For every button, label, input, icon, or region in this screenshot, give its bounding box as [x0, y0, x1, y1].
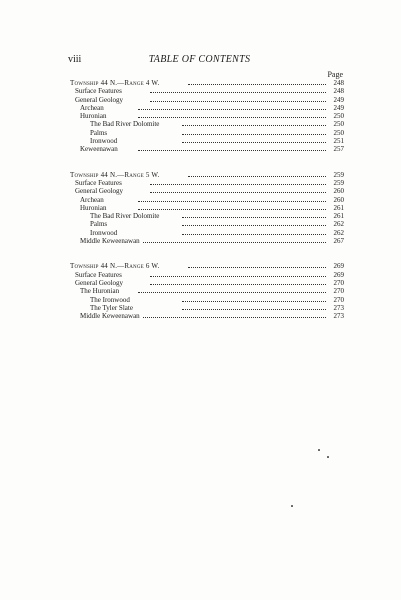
dot-leader [138, 292, 326, 293]
toc-entry [70, 278, 344, 287]
toc-entry [70, 287, 344, 296]
toc-section [70, 170, 344, 246]
toc-entry-page: 270 [328, 296, 344, 304]
dot-leader [188, 84, 326, 85]
toc-entry-title: Middle Keweenawan [80, 312, 140, 321]
toc-entry-page: 260 [328, 187, 344, 195]
toc-entry-page: 250 [328, 120, 344, 128]
dot-leader [138, 117, 326, 118]
dot-leader [138, 242, 326, 243]
toc-entry-page: 269 [328, 271, 344, 279]
running-title: TABLE OF CONTENTS [148, 54, 251, 65]
toc-entry-title: Ironwood [90, 137, 118, 146]
toc-entry-title: Huronian [80, 203, 107, 212]
dot-leader [182, 125, 326, 126]
toc-entry-title: Archean [80, 195, 104, 204]
dot-leader [182, 134, 326, 135]
toc-entry-page: 248 [328, 79, 344, 87]
dot-leader [150, 92, 326, 93]
dot-leader [150, 192, 326, 193]
toc-entry [70, 103, 344, 112]
toc-entry-page: 257 [328, 145, 344, 153]
dot-leader [138, 201, 326, 202]
toc-entry [70, 203, 344, 212]
scan-speck [291, 505, 293, 507]
toc-entry-page: 261 [328, 204, 344, 212]
toc-entry-title: The Huronian [80, 287, 120, 296]
dot-leader [182, 234, 326, 235]
toc-section [70, 79, 344, 154]
dot-leader [138, 150, 326, 151]
toc-entry-page: 267 [328, 237, 344, 245]
toc-entry [70, 237, 344, 246]
dot-leader [188, 176, 326, 177]
toc-entry-title: Surface Features [75, 87, 122, 96]
toc-entry-title: The Bad River Dolomite [90, 212, 160, 221]
toc-entry [70, 195, 344, 204]
toc-entry-page: 273 [328, 304, 344, 312]
toc-entry-title: General Geology [75, 95, 124, 104]
toc-entry-title: Township 44 N.—Range 4 W. [70, 79, 160, 87]
toc-entry [70, 295, 344, 304]
toc-entry-page: 259 [328, 179, 344, 187]
scan-speck [327, 456, 329, 458]
table-of-contents [70, 79, 344, 321]
toc-entry [70, 145, 344, 154]
page-header [68, 54, 331, 68]
toc-entry-title: Surface Features [75, 270, 122, 279]
dot-leader [138, 109, 326, 110]
toc-entry [70, 137, 344, 146]
toc-section [70, 262, 344, 321]
toc-entry-title: Archean [80, 103, 104, 112]
toc-entry-title: The Bad River Dolomite [90, 120, 160, 129]
toc-entry-page: 262 [328, 220, 344, 228]
toc-entry-title: Ironwood [90, 228, 118, 237]
toc-entry-page: 248 [328, 87, 344, 95]
toc-entry-page: 261 [328, 212, 344, 220]
toc-entry-title: Keweenawan [80, 145, 118, 154]
toc-entry [70, 228, 344, 237]
toc-entry-title: Surface Features [75, 178, 122, 187]
toc-entry-page: 270 [328, 279, 344, 287]
toc-entry-page: 269 [328, 262, 344, 270]
dot-leader [138, 209, 326, 210]
toc-entry-title: General Geology [75, 278, 124, 287]
toc-entry-title: Middle Keweenawan [80, 237, 140, 246]
page-column-label: Page [327, 70, 343, 79]
toc-entry-title: General Geology [75, 187, 124, 196]
toc-entry-page: 249 [328, 104, 344, 112]
toc-entry-page: 270 [328, 287, 344, 295]
toc-entry [70, 187, 344, 196]
toc-entry [70, 95, 344, 104]
toc-entry-page: 250 [328, 112, 344, 120]
toc-entry-page: 262 [328, 229, 344, 237]
toc-entry-page: 273 [328, 312, 344, 320]
toc-entry-title: Township 44 N.—Range 6 W. [70, 262, 160, 271]
toc-entry [70, 178, 344, 187]
toc-entry [70, 170, 344, 179]
toc-entry-page: 249 [328, 96, 344, 104]
toc-entry [70, 303, 344, 312]
toc-entry [70, 120, 344, 129]
dot-leader [150, 184, 326, 185]
dot-leader [138, 317, 326, 318]
toc-entry-page: 251 [328, 137, 344, 145]
toc-entry-title: Huronian [80, 112, 107, 121]
toc-entry [70, 128, 344, 137]
dot-leader [182, 225, 326, 226]
toc-entry-title: Palms [90, 220, 108, 229]
toc-entry-title: Township 44 N.—Range 5 W. [70, 170, 160, 179]
toc-entry [70, 312, 344, 321]
scan-speck [318, 449, 320, 451]
toc-entry-page: 260 [328, 196, 344, 204]
toc-entry-title: The Ironwood [90, 295, 130, 304]
toc-entry [70, 262, 344, 271]
toc-entry [70, 212, 344, 221]
toc-entry-page: 259 [328, 171, 344, 179]
toc-entry-title: The Tyler Slate [90, 303, 133, 312]
dot-leader [150, 276, 326, 277]
dot-leader [150, 284, 326, 285]
dot-leader [182, 142, 326, 143]
toc-entry [70, 87, 344, 96]
dot-leader [182, 309, 326, 310]
dot-leader [188, 267, 326, 268]
dot-leader [182, 217, 326, 218]
toc-entry [70, 270, 344, 279]
toc-entry [70, 112, 344, 121]
folio-number: viii [68, 54, 82, 65]
dot-leader [150, 101, 326, 102]
toc-entry [70, 79, 344, 87]
toc-entry [70, 220, 344, 229]
dot-leader [182, 301, 326, 302]
toc-entry-page: 250 [328, 129, 344, 137]
toc-entry-title: Palms [90, 128, 108, 137]
